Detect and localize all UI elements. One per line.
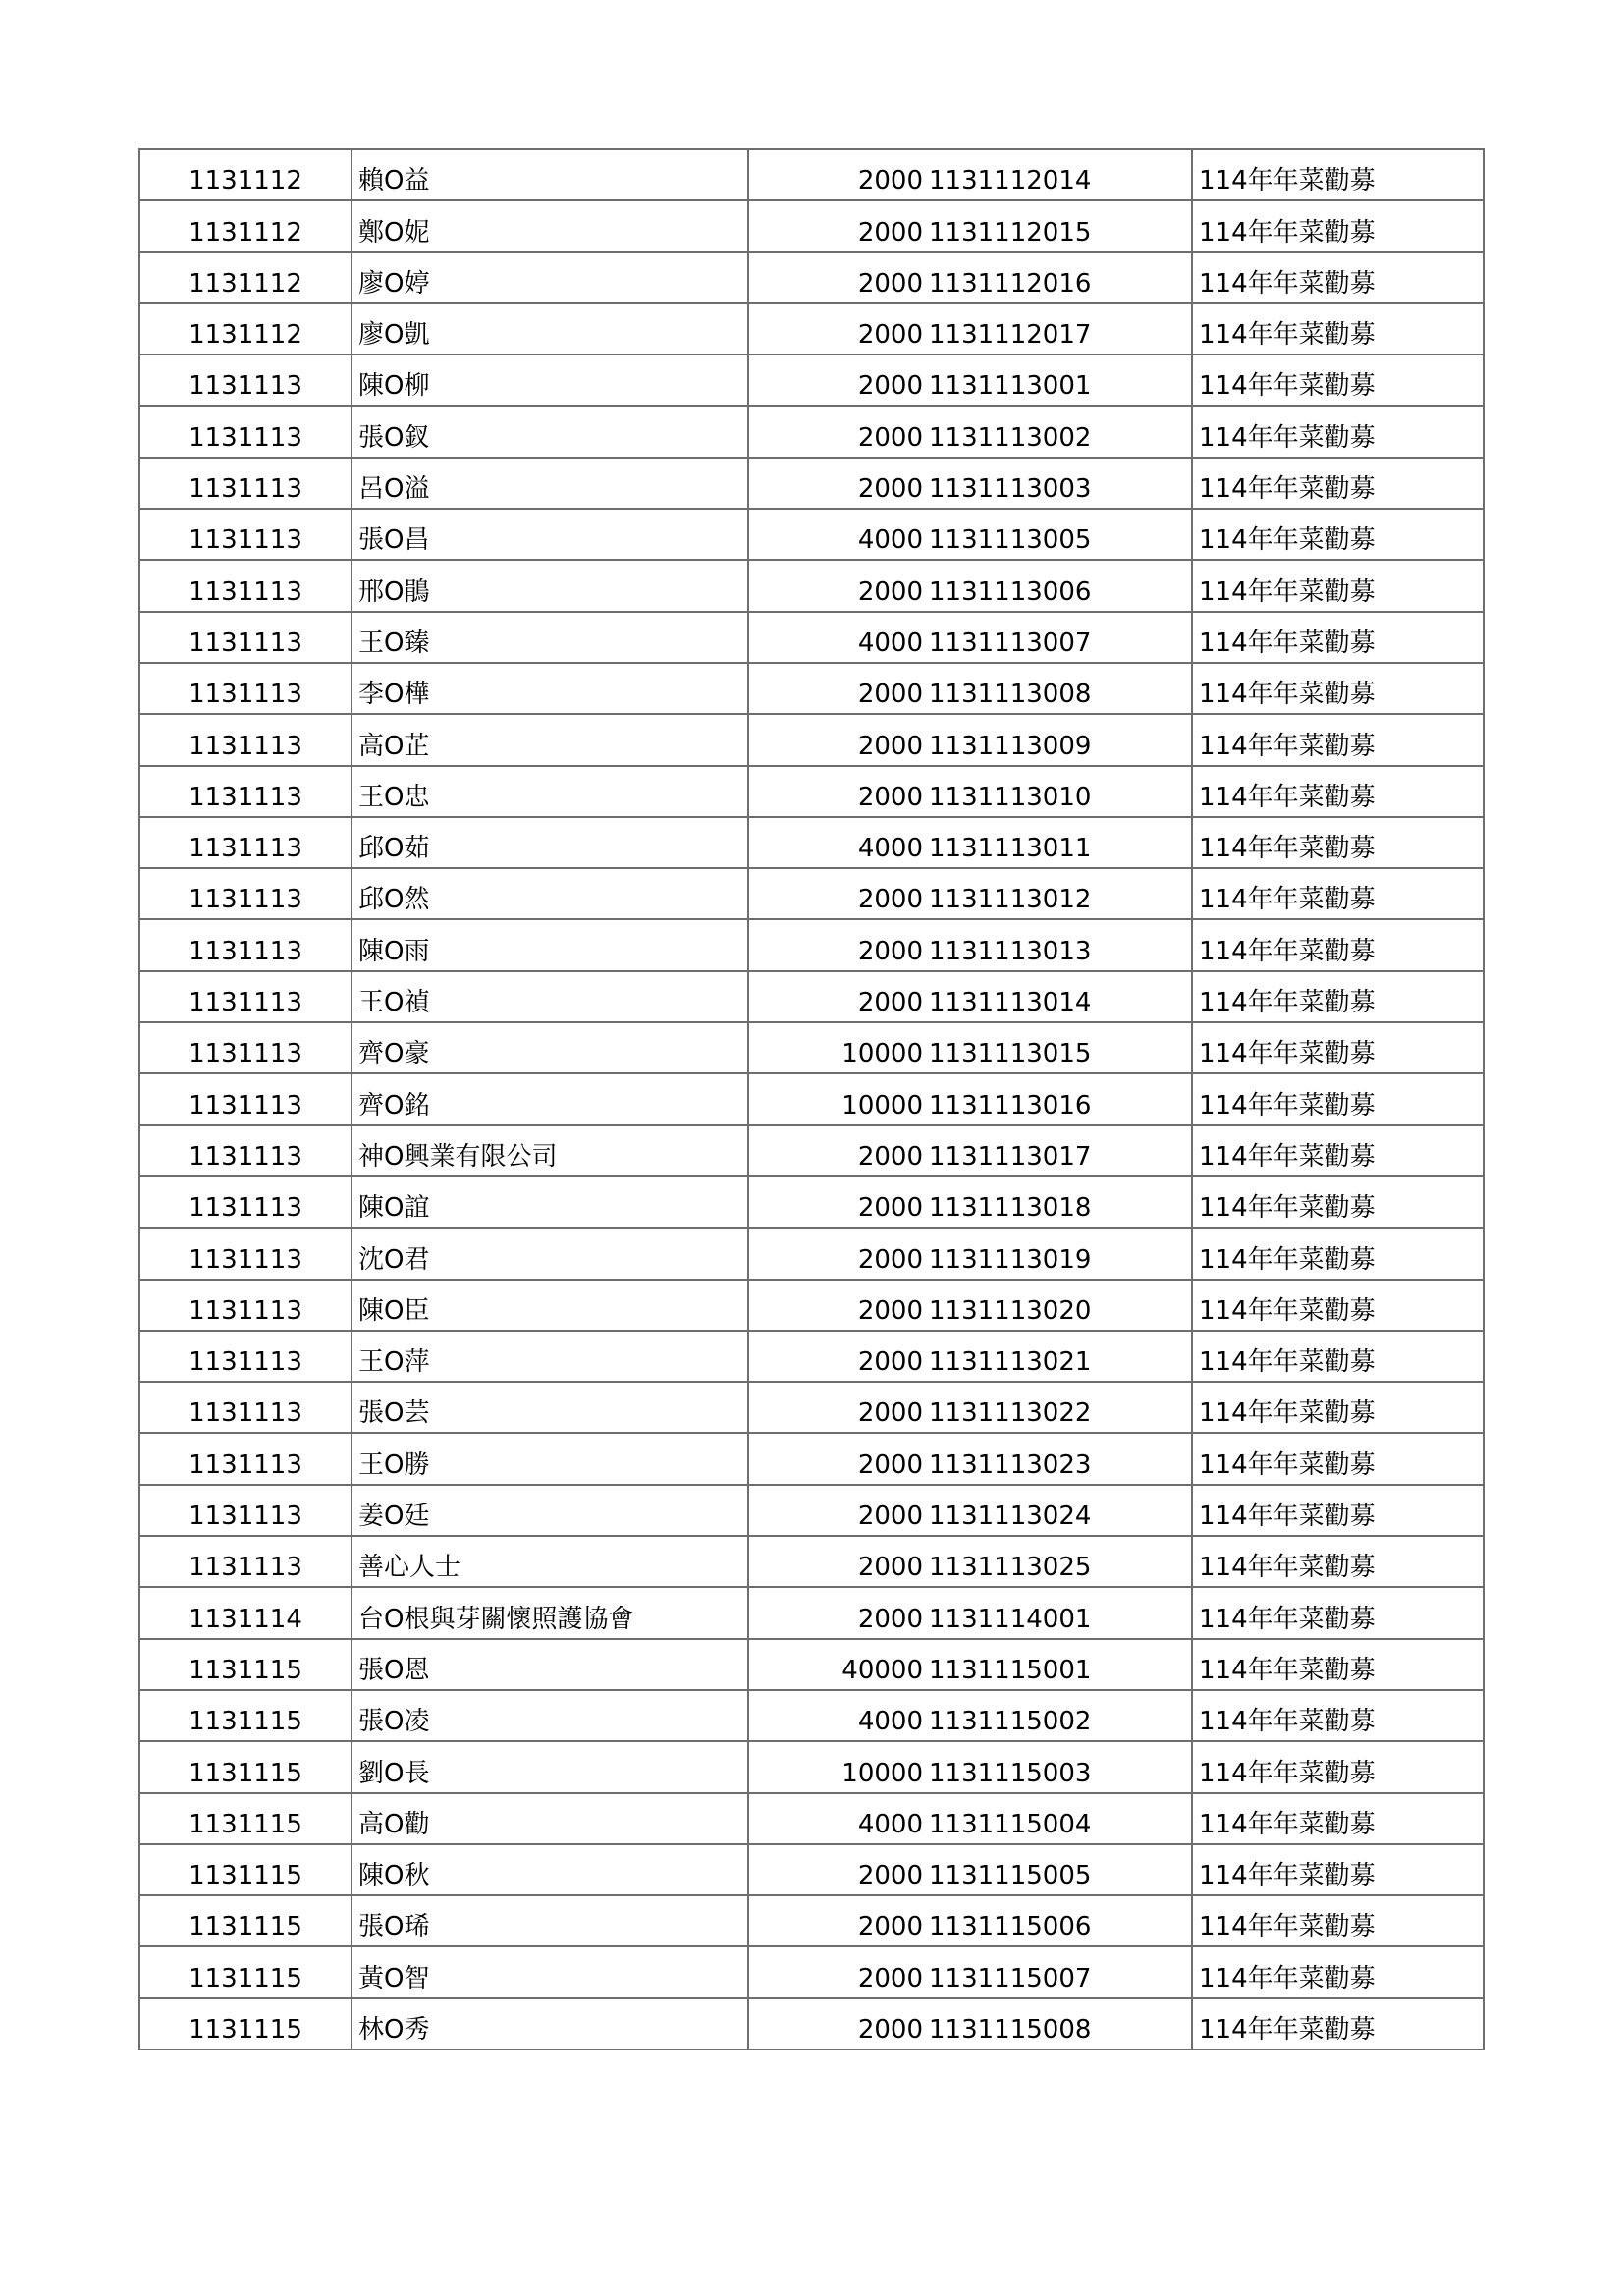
donation-purpose-cell: 114年年菜勸募 [1192,663,1484,714]
donor-name-cell: 善心人士 [352,1536,748,1587]
donation-amount-cell: 4000 [748,612,925,663]
donation-purpose-cell: 114年年菜勸募 [1192,406,1484,457]
donation-date-cell: 1131113 [139,406,352,457]
donation-amount-cell: 2000 [748,1382,925,1433]
donation-date-cell: 1131112 [139,252,352,303]
donation-purpose-cell: 114年年菜勸募 [1192,1485,1484,1536]
donation-amount-cell: 2000 [748,406,925,457]
donation-amount-cell: 10000 [748,1022,925,1073]
table-row [139,971,1484,1022]
donor-name-cell: 邱O茹 [352,817,748,868]
table-row [139,252,1484,303]
donation-amount-cell: 2000 [748,766,925,817]
donation-purpose-cell: 114年年菜勸募 [1192,1331,1484,1382]
donor-name-cell: 高O芷 [352,714,748,765]
donation-date-cell: 1131115 [139,1741,352,1792]
donation-date-cell: 1131113 [139,1176,352,1228]
donor-name-cell: 台O根與芽關懷照護協會 [352,1587,748,1638]
donation-amount-cell: 2000 [748,1280,925,1331]
donor-name-cell: 黃O智 [352,1946,748,1997]
donor-name-cell: 劉O長 [352,1741,748,1792]
donation-purpose-cell: 114年年菜勸募 [1192,766,1484,817]
donor-name-cell: 張O琋 [352,1895,748,1946]
receipt-number-cell: 1131113018 [925,1176,1192,1228]
donation-date-cell: 1131112 [139,200,352,251]
table-row [139,509,1484,560]
donation-amount-cell: 2000 [748,1536,925,1587]
table-row [139,1433,1484,1484]
donation-date-cell: 1131113 [139,458,352,509]
donation-amount-cell: 2000 [748,1331,925,1382]
donation-date-cell: 1131113 [139,766,352,817]
table-row [139,1022,1484,1073]
donation-amount-cell: 2000 [748,868,925,919]
donation-date-cell: 1131113 [139,714,352,765]
table-row [139,817,1484,868]
receipt-number-cell: 1131113019 [925,1228,1192,1279]
donation-date-cell: 1131113 [139,1331,352,1382]
donation-date-cell: 1131112 [139,303,352,355]
donation-amount-cell: 2000 [748,663,925,714]
receipt-number-cell: 1131113003 [925,458,1192,509]
table-row [139,303,1484,355]
table-row [139,663,1484,714]
donation-purpose-cell: 114年年菜勸募 [1192,1741,1484,1792]
donor-name-cell: 陳O誼 [352,1176,748,1228]
donation-amount-cell: 2000 [748,303,925,355]
receipt-number-cell: 1131115006 [925,1895,1192,1946]
donor-name-cell: 陳O臣 [352,1280,748,1331]
donation-amount-cell: 4000 [748,1793,925,1844]
donation-purpose-cell: 114年年菜勸募 [1192,971,1484,1022]
receipt-number-cell: 1131113010 [925,766,1192,817]
donation-amount-cell: 2000 [748,714,925,765]
receipt-number-cell: 1131113022 [925,1382,1192,1433]
table-row [139,1793,1484,1844]
donation-date-cell: 1131113 [139,868,352,919]
donor-name-cell: 沈O君 [352,1228,748,1279]
donor-name-cell: 王O勝 [352,1433,748,1484]
donation-date-cell: 1131113 [139,919,352,970]
donation-amount-cell: 2000 [748,1125,925,1176]
donation-purpose-cell: 114年年菜勸募 [1192,1793,1484,1844]
receipt-number-cell: 1131115001 [925,1639,1192,1690]
donation-amount-cell: 2000 [748,1946,925,1997]
donation-date-cell: 1131115 [139,1690,352,1741]
table-row [139,1741,1484,1792]
donor-name-cell: 鄭O妮 [352,200,748,251]
donation-purpose-cell: 114年年菜勸募 [1192,149,1484,200]
donation-amount-cell: 2000 [748,1895,925,1946]
donation-purpose-cell: 114年年菜勸募 [1192,1844,1484,1895]
receipt-number-cell: 1131113006 [925,560,1192,611]
donation-date-cell: 1131115 [139,1639,352,1690]
donor-name-cell: 張O恩 [352,1639,748,1690]
receipt-number-cell: 1131113014 [925,971,1192,1022]
table-row [139,406,1484,457]
donation-purpose-cell: 114年年菜勸募 [1192,560,1484,611]
donation-amount-cell: 40000 [748,1639,925,1690]
table-row [139,919,1484,970]
table-row [139,1587,1484,1638]
receipt-number-cell: 1131113025 [925,1536,1192,1587]
donation-amount-cell: 2000 [748,560,925,611]
donation-date-cell: 1131113 [139,663,352,714]
donation-purpose-cell: 114年年菜勸募 [1192,1946,1484,1997]
donor-name-cell: 張O昌 [352,509,748,560]
receipt-number-cell: 1131115004 [925,1793,1192,1844]
donor-name-cell: 邢O鵑 [352,560,748,611]
table-row [139,1998,1484,2050]
receipt-number-cell: 1131115002 [925,1690,1192,1741]
receipt-number-cell: 1131113016 [925,1073,1192,1124]
receipt-number-cell: 1131115008 [925,1998,1192,2050]
donation-date-cell: 1131113 [139,1125,352,1176]
donation-date-cell: 1131113 [139,612,352,663]
donation-amount-cell: 2000 [748,200,925,251]
donation-amount-cell: 2000 [748,1228,925,1279]
donation-purpose-cell: 114年年菜勸募 [1192,714,1484,765]
receipt-number-cell: 1131113005 [925,509,1192,560]
donor-name-cell: 邱O然 [352,868,748,919]
table-row [139,1073,1484,1124]
donation-purpose-cell: 114年年菜勸募 [1192,919,1484,970]
receipt-number-cell: 1131115007 [925,1946,1192,1997]
table-row [139,1690,1484,1741]
donor-name-cell: 賴O益 [352,149,748,200]
receipt-number-cell: 1131113009 [925,714,1192,765]
donation-date-cell: 1131115 [139,1844,352,1895]
table-row [139,714,1484,765]
table-row [139,1895,1484,1946]
donation-amount-cell: 4000 [748,817,925,868]
table-row [139,868,1484,919]
donor-name-cell: 齊O豪 [352,1022,748,1073]
receipt-number-cell: 1131113021 [925,1331,1192,1382]
donor-name-cell: 張O芸 [352,1382,748,1433]
table-row [139,560,1484,611]
donation-date-cell: 1131113 [139,971,352,1022]
receipt-number-cell: 1131112015 [925,200,1192,251]
receipt-number-cell: 1131113013 [925,919,1192,970]
donation-date-cell: 1131113 [139,1433,352,1484]
donation-date-cell: 1131113 [139,1536,352,1587]
table-row [139,200,1484,251]
donation-date-cell: 1131113 [139,1280,352,1331]
donation-date-cell: 1131113 [139,1022,352,1073]
donor-name-cell: 張O凌 [352,1690,748,1741]
donation-amount-cell: 2000 [748,458,925,509]
receipt-number-cell: 1131113012 [925,868,1192,919]
donation-table [138,148,1485,2050]
donation-purpose-cell: 114年年菜勸募 [1192,355,1484,406]
donation-amount-cell: 2000 [748,919,925,970]
donation-purpose-cell: 114年年菜勸募 [1192,1536,1484,1587]
donation-purpose-cell: 114年年菜勸募 [1192,817,1484,868]
receipt-number-cell: 1131112017 [925,303,1192,355]
donation-purpose-cell: 114年年菜勸募 [1192,1998,1484,2050]
donation-purpose-cell: 114年年菜勸募 [1192,612,1484,663]
table-row [139,1485,1484,1536]
donation-date-cell: 1131115 [139,1895,352,1946]
donation-purpose-cell: 114年年菜勸募 [1192,200,1484,251]
donor-name-cell: 廖O凱 [352,303,748,355]
donor-name-cell: 姜O廷 [352,1485,748,1536]
donation-amount-cell: 2000 [748,1176,925,1228]
donor-name-cell: 神O興業有限公司 [352,1125,748,1176]
donation-purpose-cell: 114年年菜勸募 [1192,1176,1484,1228]
table-row [139,1639,1484,1690]
donation-date-cell: 1131113 [139,560,352,611]
donation-amount-cell: 2000 [748,1844,925,1895]
table-row [139,458,1484,509]
donation-purpose-cell: 114年年菜勸募 [1192,1382,1484,1433]
donation-date-cell: 1131113 [139,509,352,560]
donation-amount-cell: 2000 [748,1998,925,2050]
table-row [139,1946,1484,1997]
donor-name-cell: 陳O雨 [352,919,748,970]
receipt-number-cell: 1131113011 [925,817,1192,868]
donor-name-cell: 王O忠 [352,766,748,817]
donor-name-cell: 呂O溢 [352,458,748,509]
donation-purpose-cell: 114年年菜勸募 [1192,1690,1484,1741]
receipt-number-cell: 1131113015 [925,1022,1192,1073]
donor-name-cell: 林O秀 [352,1998,748,2050]
table-row [139,1382,1484,1433]
donation-purpose-cell: 114年年菜勸募 [1192,509,1484,560]
table-row [139,1176,1484,1228]
table-row [139,149,1484,200]
donation-amount-cell: 2000 [748,252,925,303]
donation-date-cell: 1131113 [139,355,352,406]
donation-date-cell: 1131115 [139,1946,352,1997]
donor-name-cell: 陳O柳 [352,355,748,406]
receipt-number-cell: 1131115005 [925,1844,1192,1895]
donation-date-cell: 1131113 [139,817,352,868]
receipt-number-cell: 1131113017 [925,1125,1192,1176]
table-row [139,766,1484,817]
receipt-number-cell: 1131113020 [925,1280,1192,1331]
donation-purpose-cell: 114年年菜勸募 [1192,1639,1484,1690]
receipt-number-cell: 1131113008 [925,663,1192,714]
receipt-number-cell: 1131112016 [925,252,1192,303]
donation-purpose-cell: 114年年菜勸募 [1192,252,1484,303]
donation-date-cell: 1131115 [139,1793,352,1844]
donation-purpose-cell: 114年年菜勸募 [1192,1895,1484,1946]
donor-name-cell: 李O樺 [352,663,748,714]
donor-name-cell: 陳O秋 [352,1844,748,1895]
donation-date-cell: 1131113 [139,1485,352,1536]
donation-purpose-cell: 114年年菜勸募 [1192,1587,1484,1638]
donation-amount-cell: 2000 [748,149,925,200]
donation-date-cell: 1131112 [139,149,352,200]
donation-date-cell: 1131113 [139,1073,352,1124]
donation-amount-cell: 4000 [748,509,925,560]
donation-purpose-cell: 114年年菜勸募 [1192,458,1484,509]
donation-date-cell: 1131114 [139,1587,352,1638]
receipt-number-cell: 1131112014 [925,149,1192,200]
donation-purpose-cell: 114年年菜勸募 [1192,1280,1484,1331]
donation-purpose-cell: 114年年菜勸募 [1192,1433,1484,1484]
donor-name-cell: 廖O婷 [352,252,748,303]
donation-amount-cell: 2000 [748,1587,925,1638]
receipt-number-cell: 1131114001 [925,1587,1192,1638]
donor-name-cell: 齊O銘 [352,1073,748,1124]
donation-amount-cell: 10000 [748,1741,925,1792]
donation-amount-cell: 2000 [748,1433,925,1484]
receipt-number-cell: 1131113001 [925,355,1192,406]
table-row [139,612,1484,663]
donation-purpose-cell: 114年年菜勸募 [1192,1022,1484,1073]
table-row [139,1536,1484,1587]
donor-name-cell: 張O釵 [352,406,748,457]
donation-amount-cell: 2000 [748,1485,925,1536]
table-row [139,1228,1484,1279]
donation-amount-cell: 4000 [748,1690,925,1741]
donation-date-cell: 1131113 [139,1382,352,1433]
receipt-number-cell: 1131115003 [925,1741,1192,1792]
donation-amount-cell: 10000 [748,1073,925,1124]
receipt-number-cell: 1131113023 [925,1433,1192,1484]
donation-date-cell: 1131115 [139,1998,352,2050]
donation-amount-cell: 2000 [748,355,925,406]
table-row [139,1280,1484,1331]
table-row [139,1844,1484,1895]
table-row [139,1331,1484,1382]
receipt-number-cell: 1131113024 [925,1485,1192,1536]
donation-purpose-cell: 114年年菜勸募 [1192,868,1484,919]
donor-name-cell: 高O勸 [352,1793,748,1844]
donation-purpose-cell: 114年年菜勸募 [1192,1073,1484,1124]
donation-table-body [139,149,1484,2050]
donation-amount-cell: 2000 [748,971,925,1022]
receipt-number-cell: 1131113007 [925,612,1192,663]
donor-name-cell: 王O禎 [352,971,748,1022]
donor-name-cell: 王O臻 [352,612,748,663]
donor-name-cell: 王O萍 [352,1331,748,1382]
donation-date-cell: 1131113 [139,1228,352,1279]
table-row [139,355,1484,406]
donation-purpose-cell: 114年年菜勸募 [1192,303,1484,355]
donation-purpose-cell: 114年年菜勸募 [1192,1228,1484,1279]
donation-purpose-cell: 114年年菜勸募 [1192,1125,1484,1176]
receipt-number-cell: 1131113002 [925,406,1192,457]
table-row [139,1125,1484,1176]
